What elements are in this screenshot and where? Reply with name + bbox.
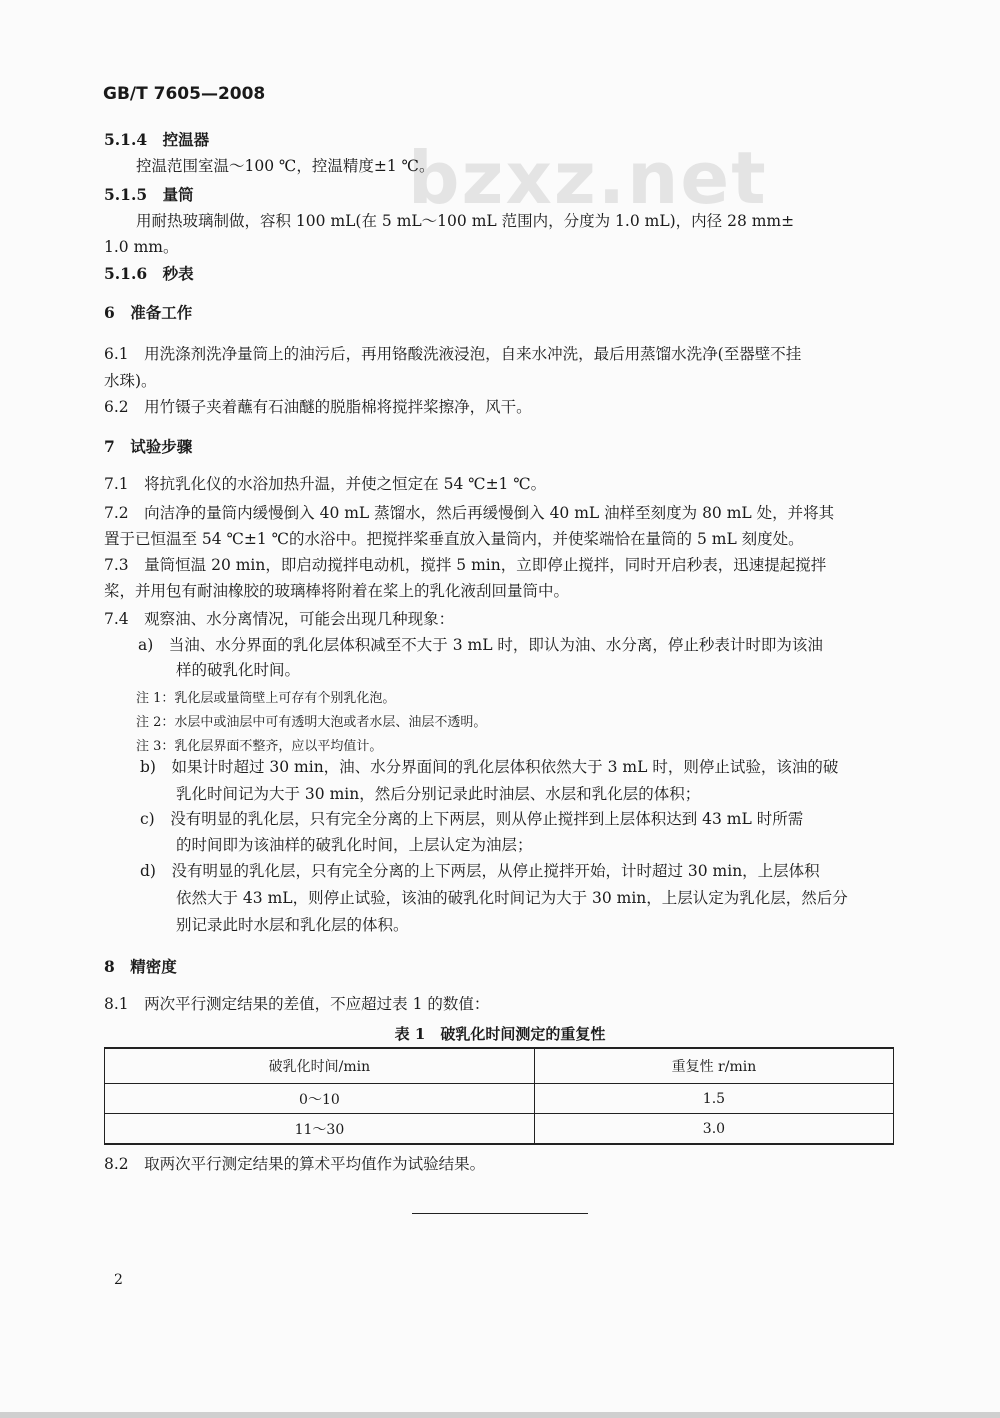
item-a-line1: a) 当油、水分界面的乳化层体积减至不大于 3 mL 时，即认为油、水分离，停止秒表计时即为该油	[138, 636, 823, 654]
section-7-3-line2: 桨，并用包有耐油橡胶的玻璃棒将附着在桨上的乳化液刮回量筒中。	[104, 582, 570, 600]
item-d-line3: 别记录此时水层和乳化层的体积。	[176, 916, 409, 934]
section-5-1-6-title: 5.1.6 秒表	[104, 264, 194, 283]
section-7-2-line2: 置于已恒温至 54 ℃±1 ℃的水浴中。把搅拌桨垂直放入量筒内，并使桨端恰在量筒的 5 mL 刻度处。	[104, 530, 804, 548]
note-2: 注 2：水层中或油层中可有透明大泡或者水层、油层不透明。	[136, 715, 487, 730]
section-5-1-4-body: 控温范围室温～100 ℃，控温精度±1 ℃。	[136, 157, 435, 175]
section-8-heading: 8 精密度	[104, 957, 177, 976]
section-5-1-5-body-line1: 用耐热玻璃制做，容积 100 mL(在 5 mL～100 mL 范围内，分度为 1.0 mL)，内径 28 mm±	[136, 212, 795, 230]
table-cell: 0～10	[105, 1084, 535, 1114]
table-row	[105, 1084, 894, 1114]
section-7-2-line1: 7.2 向洁净的量筒内缓慢倒入 40 mL 蒸馏水，然后再缓慢倒入 40 mL 油样至刻度为 80 mL 处，并将其	[104, 504, 835, 522]
item-c-line1: c) 没有明显的乳化层，只有完全分离的上下两层，则从停止搅拌到上层体积达到 43 mL 时所需	[140, 810, 804, 828]
page-bottom-border	[0, 1412, 1000, 1418]
item-b-line2: 乳化时间记为大于 30 min，然后分别记录此时油层、水层和乳化层的体积；	[176, 785, 701, 803]
standard-number: GB/T 7605—2008	[103, 84, 266, 104]
table-header-cell: 重复性 r/min	[534, 1048, 893, 1084]
item-c-line2: 的时间即为该油样的破乳化时间，上层认定为油层；	[176, 836, 533, 854]
section-6-2: 6.2 用竹镊子夹着蘸有石油醚的脱脂棉将搅拌桨擦净，风干。	[104, 398, 532, 416]
table-caption: 表 1 破乳化时间测定的重复性	[394, 1025, 606, 1043]
table-cell: 3.0	[534, 1114, 893, 1145]
section-6-heading: 6 准备工作	[104, 303, 193, 322]
page-number: 2	[114, 1272, 123, 1288]
table-header-row	[105, 1048, 894, 1084]
table-cell: 1.5	[534, 1084, 893, 1114]
table-header-cell: 破乳化时间/min	[105, 1048, 535, 1084]
section-8-2: 8.2 取两次平行测定结果的算术平均值作为试验结果。	[104, 1155, 486, 1173]
section-7-3-line1: 7.3 量筒恒温 20 min，即启动搅拌电动机，搅拌 5 min，立即停止搅拌，同时开启秒表，迅速提起搅拌	[104, 556, 827, 574]
section-5-1-5-title: 5.1.5 量筒	[104, 185, 194, 204]
note-3: 注 3：乳化层界面不整齐，应以平均值计。	[136, 739, 383, 754]
section-7-4: 7.4 观察油、水分离情况，可能会出现几种现象：	[104, 610, 455, 628]
item-d-line1: d) 没有明显的乳化层，只有完全分离的上下两层，从停止搅拌开始，计时超过 30 min，上层体积	[140, 862, 820, 880]
section-5-1-4-title: 5.1.4 控温器	[104, 130, 210, 149]
item-d-line2: 依然大于 43 mL，则停止试验，该油的破乳化时间记为大于 30 min，上层认定为乳化层，然后分	[176, 889, 848, 907]
item-b-line1: b) 如果计时超过 30 min，油、水分界面间的乳化层体积依然大于 3 mL 时，则停止试验，该油的破	[140, 758, 839, 776]
end-rule	[412, 1213, 588, 1214]
repeatability-table	[104, 1047, 894, 1145]
section-7-heading: 7 试验步骤	[104, 437, 193, 456]
item-a-line2: 样的破乳化时间。	[176, 661, 301, 679]
section-7-1: 7.1 将抗乳化仪的水浴加热升温，并使之恒定在 54 ℃±1 ℃。	[104, 475, 547, 493]
table-cell: 11～30	[105, 1114, 535, 1145]
table-row	[105, 1114, 894, 1145]
section-5-1-5-body-line2: 1.0 mm。	[104, 238, 179, 256]
note-1: 注 1：乳化层或量筒壁上可存有个别乳化泡。	[136, 691, 396, 706]
watermark: bzxz.net	[408, 136, 768, 220]
section-6-1-line2: 水珠)。	[104, 372, 157, 390]
section-8-1: 8.1 两次平行测定结果的差值，不应超过表 1 的数值：	[104, 995, 490, 1013]
section-6-1-line1: 6.1 用洗涤剂洗净量筒上的油污后，再用铬酸洗液浸泡，自来水冲洗，最后用蒸馏水洗净(至器壁不挂	[104, 345, 802, 363]
